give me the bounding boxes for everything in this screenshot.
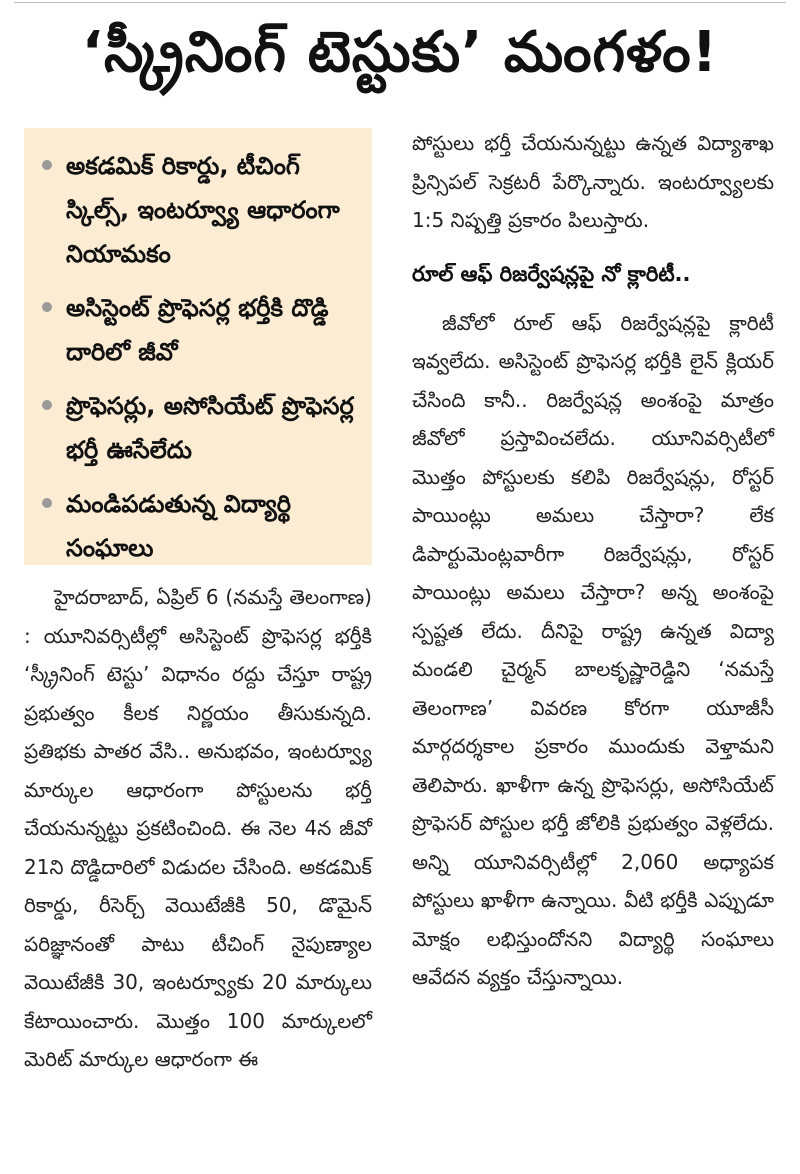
headline: ‘స్క్రీనింగ్ టెస్టుకు’ మంగళం!	[81, 19, 719, 85]
highlight-text: అకడమిక్ రికార్డు, టీచింగ్ స్కిల్స్, ఇంటర్వ్యూ ఆధారంగా నియామకం	[66, 152, 340, 268]
highlight-text: ప్రొఫెసర్లు, అసోసియేట్ ప్రొఫెసర్ల భర్తీ ఊసేలేదు	[66, 392, 354, 464]
subheading: రూల్ ఆఫ్ రిజర్వేషన్లపై నో క్లారిటీ..	[412, 261, 691, 286]
article-paragraph: జీవోలో రూల్ ఆఫ్ రిజర్వేషన్లపై క్లారిటీ ఇవ్వలేదు. అసిస్టెంట్ ప్రొఫెసర్ల భర్తీకి లైన్ క్లియర్ చేసింది కానీ.. రిజర్వేషన్ల అంశంపై మాత్రం జీవోలో ప్రస్తావించలేదు. యూనివర్సిటీలో మొత్తం పోస్టులకు కలిపి రిజర్వేషన్లు, రోస్టర్ పాయింట్లు అమలు చేస్తారా? లేక డిపార్టుమెంట్లవారీగా రిజర్వేషన్లు, రోస్టర్ పాయింట్లు అమలు చేస్తారా? అన్న అంశంపై స్పష్టత లేదు. దీనిపై రాష్ట్ర ఉన్నత విద్యా మండలి చైర్మన్ బాలకృష్ణారెడ్డిని ‘నమస్తే తెలంగాణ’ వివరణ కోరగా యూజీసీ మార్గదర్శకాల ప్రకారం ముందుకు వెళ్తామని తెలిపారు. ఖాళీగా ఉన్న ప్రొఫెసర్లు, అసోసియేట్ ప్రొఫెసర్ పోస్టుల భర్తీ జోలికి ప్రభుత్వం వెళ్లలేదు. అన్ని యూనివర్సిటీల్లో 2,060 అధ్యాపక పోస్టులు ఖాళీగా ఉన్నాయి. వీటి భర్తీకి ఎప్పుడూ మోక్షం లభిస్తుందోనని విద్యార్థి సంఘాలు ఆవేదన వ్యక్తం చేస్తున్నాయి.	[412, 310, 774, 989]
highlight-item	[42, 384, 362, 472]
bullet-icon	[42, 302, 52, 312]
left-column	[24, 578, 372, 1168]
highlights-box	[24, 128, 372, 565]
highlight-item	[42, 286, 362, 374]
highlight-text: అసిస్టెంట్ ప్రొఫెసర్ల భర్తీకి దొడ్డి దారిలో జీవో	[66, 294, 329, 366]
bullet-icon	[42, 160, 52, 170]
article-paragraph: హైదరాబాద్, ఏప్రిల్ 6 (నమస్తే తెలంగాణ) : యూనివర్సిటీల్లో అసిస్టెంట్ ప్రొఫెసర్ల భర్తీకి ‘స్క్రీనింగ్ టెస్టు’ విధానం రద్దు చేస్తూ రాష్ట్ర ప్రభుత్వం కీలక నిర్ణయం తీసుకున్నది. ప్రతిభకు పాతర వేసి.. అనుభవం, ఇంటర్వ్యూ మార్కుల ఆధారంగా పోస్టులను భర్తీ చేయనున్నట్టు ప్రకటించింది. ఈ నెల 4న జీవో 21ని దొడ్డిదారిలో విడుదల చేసింది. అకడమిక్ రికార్డు, రీసెర్చ్ వెయిటేజీకి 50, డొమైన్ పరిజ్ఞానంతో పాటు టీచింగ్ నైపుణ్యాల వెయిటేజీకి 30, ఇంటర్వ్యూకు 20 మార్కులు కేటాయించారు. మొత్తం 100 మార్కులలో మెరిట్ మార్కుల ఆధారంగా ఈ	[24, 585, 372, 1071]
highlight-item	[42, 144, 362, 276]
highlight-text: మండిపడుతున్న విద్యార్థి సంఘాలు	[66, 490, 292, 562]
top-rule	[14, 2, 786, 3]
article-paragraph: పోస్టులు భర్తీ చేయనున్నట్టు ఉన్నత విద్యాశాఖ ప్రిన్సిపల్ సెక్రటరీ పేర్కొన్నారు. ఇంటర్వ్యూలకు 1:5 నిష్పత్తి ప్రకారం పిలుస్తారు.	[412, 131, 774, 232]
highlight-item	[42, 482, 362, 570]
bullet-icon	[42, 498, 52, 508]
right-column	[412, 124, 774, 1168]
bullet-icon	[42, 400, 52, 410]
